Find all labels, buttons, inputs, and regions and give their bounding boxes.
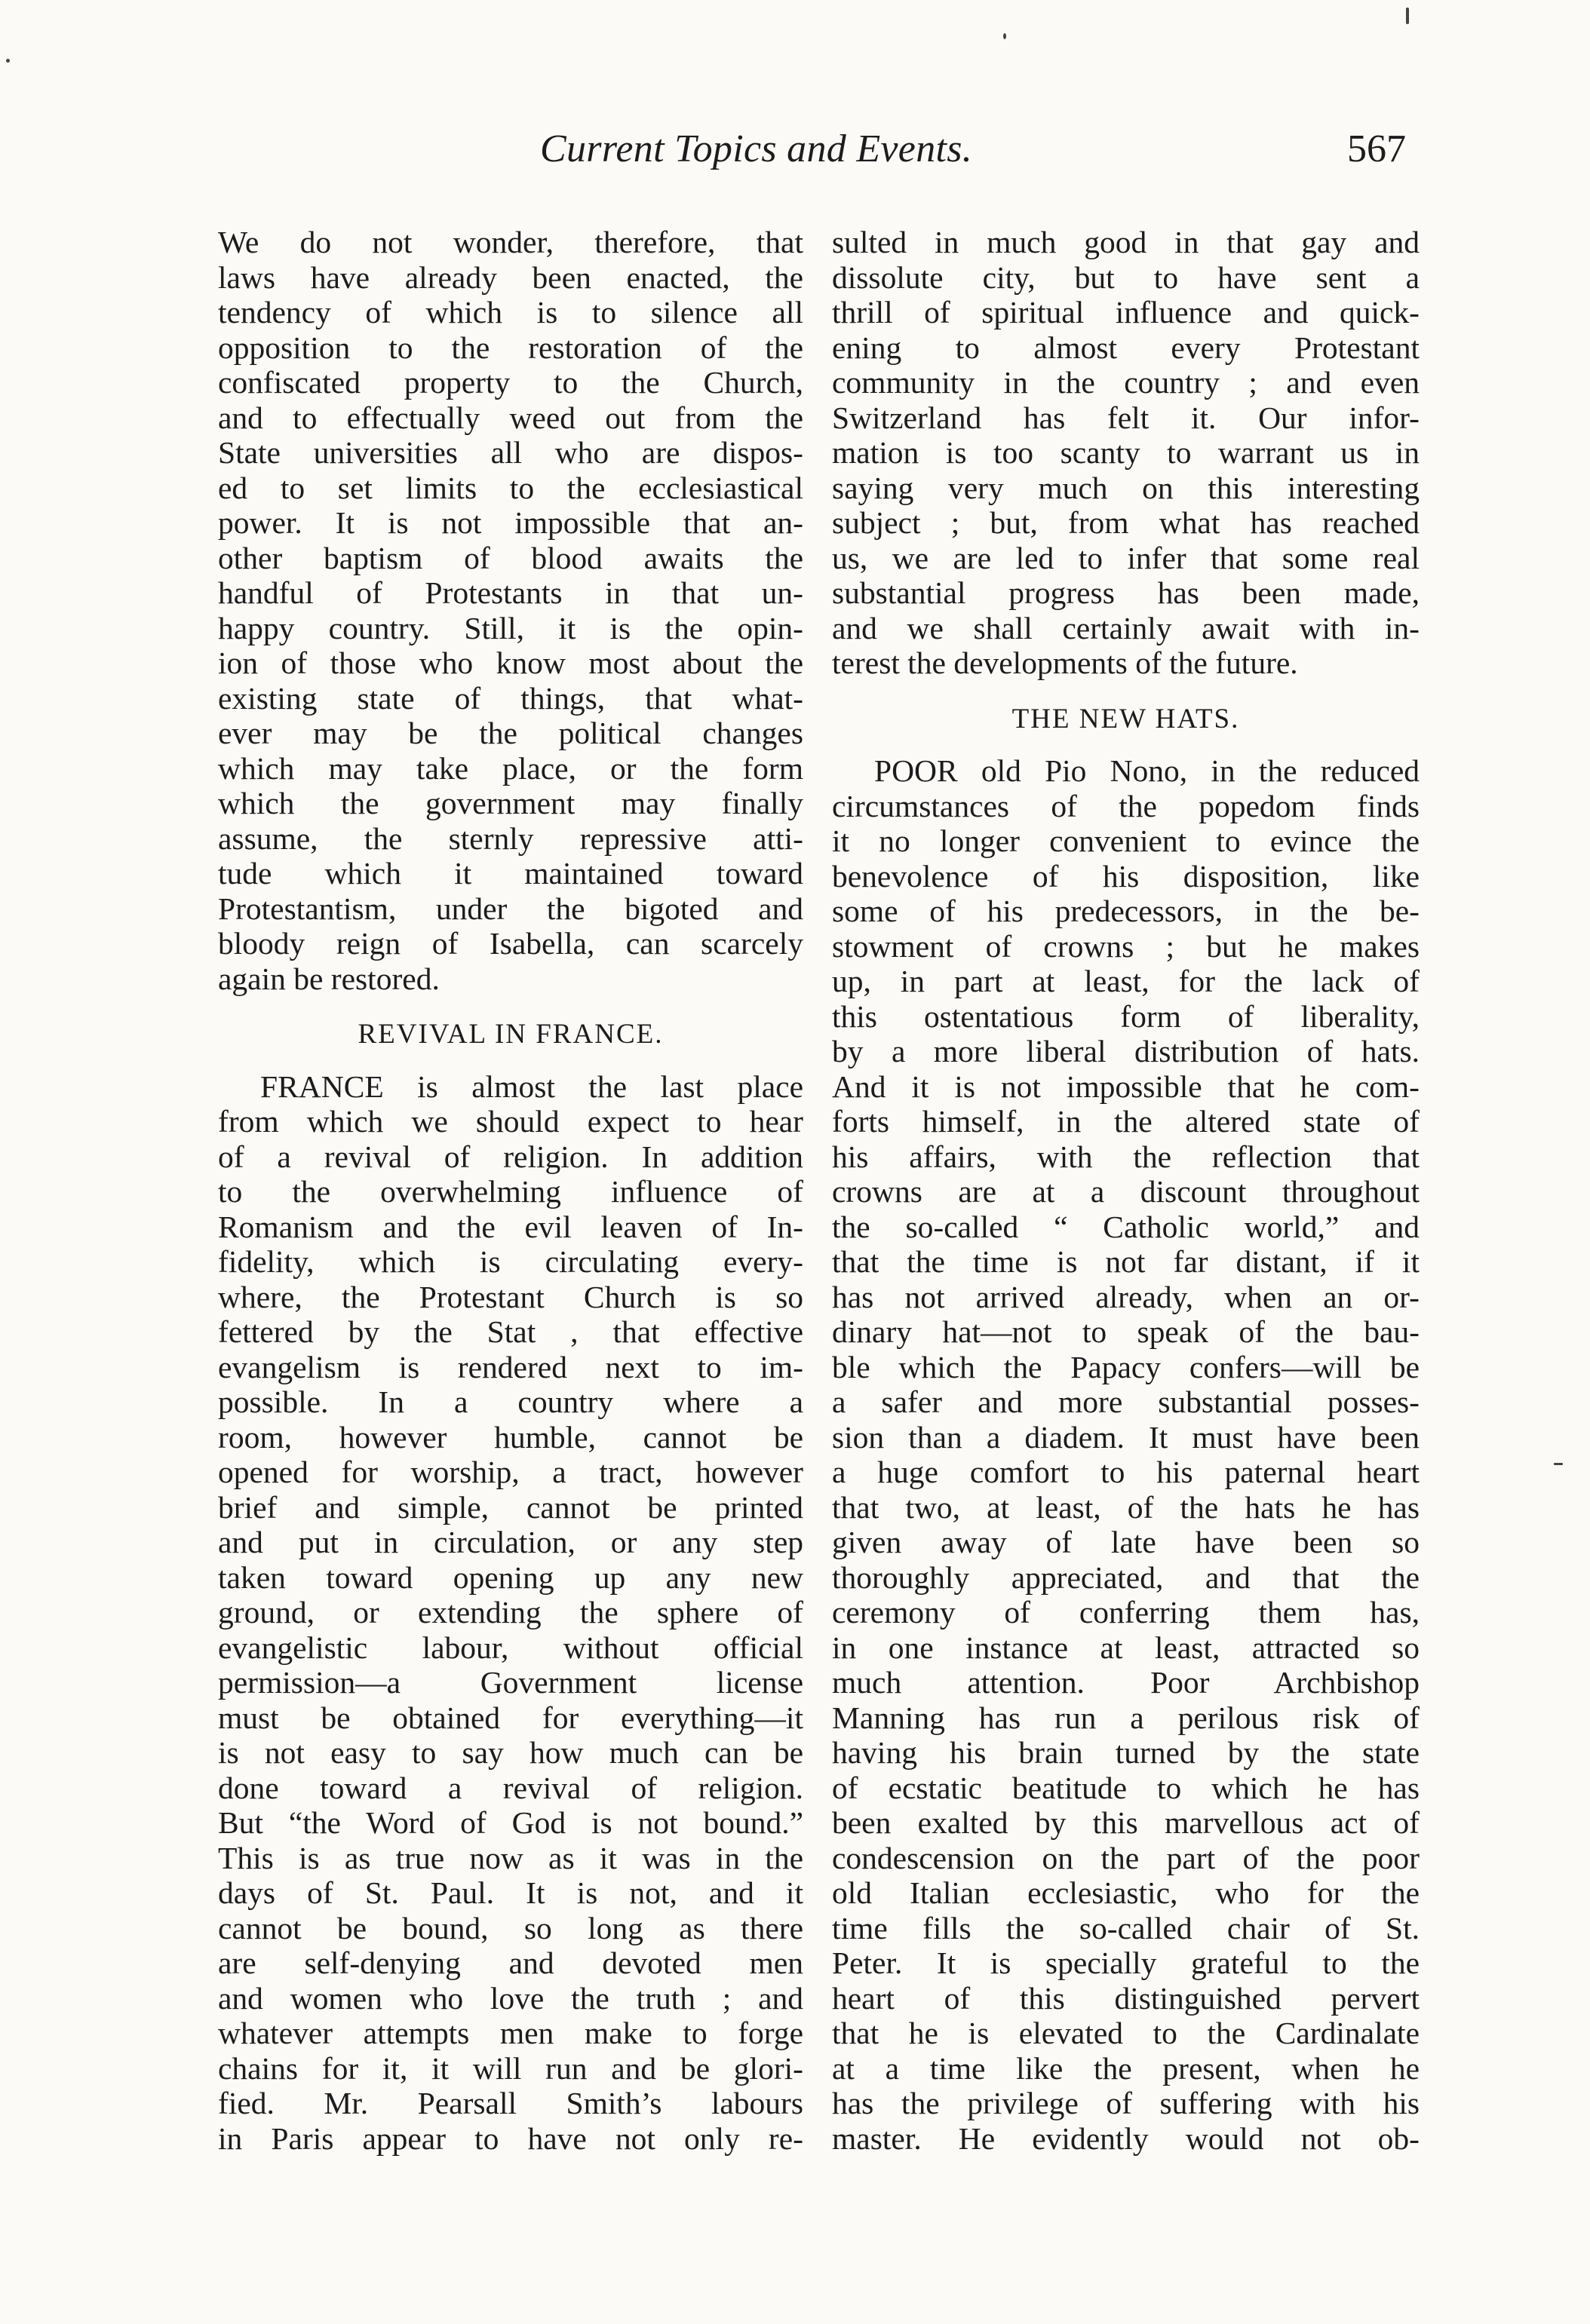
text-line: in Paris appear to have not only re- — [218, 2120, 803, 2156]
text-line: possible. In a country where a — [218, 1384, 803, 1419]
text-line: permission—a Government license — [218, 1665, 803, 1700]
text-line: his affairs, with the reflection that — [832, 1139, 1420, 1174]
text-line: Manning has run a perilous risk of — [832, 1700, 1420, 1735]
text-line: benevolence of his disposition, like — [832, 858, 1420, 894]
text-line: some of his predecessors, in the be- — [832, 894, 1420, 928]
text-line: But “the Word of God is not bound.” — [218, 1805, 803, 1840]
text-line: thoroughly appreciated, and that the — [832, 1559, 1420, 1595]
text-line: This is as true now as it was in the — [218, 1840, 803, 1875]
section-heading-revival-in-france: REVIVAL IN FRANCE. — [358, 1019, 664, 1050]
text-line: dinary hat—not to speak of the bau- — [832, 1314, 1420, 1349]
text-line: existing state of things, that what- — [218, 680, 803, 716]
text-line: brief and simple, cannot be printed — [218, 1489, 803, 1525]
text-line: having his brain turned by the state — [832, 1735, 1420, 1770]
text-line: FRANCE is almost the last place — [260, 1068, 803, 1104]
text-line: other baptism of blood awaits the — [218, 540, 803, 575]
text-line: stowment of crowns ; but he makes — [832, 928, 1420, 964]
text-line: Switzerland has felt it. Our infor- — [832, 400, 1420, 435]
scan-speck — [1003, 33, 1006, 39]
text-line: at a time like the present, when he — [832, 2050, 1420, 2086]
text-line: has not arrived already, when an or- — [832, 1279, 1420, 1314]
text-line: assume, the sternly repressive atti- — [218, 820, 803, 856]
text-line: master. He evidently would not ob- — [832, 2120, 1420, 2156]
text-line: again be restored. — [218, 961, 440, 996]
text-line: days of St. Paul. It is not, and it — [218, 1875, 803, 1910]
text-line: old Italian ecclesiastic, who for the — [832, 1875, 1420, 1910]
text-line: done toward a revival of religion. — [218, 1770, 803, 1805]
text-line: subject ; but, from what has reached — [832, 505, 1420, 540]
text-line: that two, at least, of the hats he has — [832, 1489, 1420, 1525]
text-line: us, we are led to infer that some real — [832, 540, 1420, 575]
text-line: mation is too scanty to warrant us in — [832, 435, 1420, 470]
text-line: tude which it maintained toward — [218, 856, 803, 891]
text-line: ion of those who know most about the — [218, 645, 803, 680]
text-line: saying very much on this interesting — [832, 470, 1420, 505]
left-paragraph-france — [218, 1069, 803, 2157]
text-line: sion than a diadem. It must have been — [832, 1419, 1420, 1455]
text-line: of a revival of religion. In addition — [218, 1139, 803, 1174]
text-line: room, however humble, cannot be — [218, 1419, 803, 1455]
text-line: given away of late have been so — [832, 1525, 1420, 1559]
page-number: 567 — [1347, 127, 1406, 170]
text-line: Protestantism, under the bigoted and — [218, 891, 803, 926]
text-line: terest the developments of the future. — [832, 645, 1298, 680]
text-line: dissolute city, but to have sent a — [832, 259, 1420, 295]
text-line: been exalted by this marvellous act of — [832, 1805, 1420, 1840]
scan-speck — [6, 59, 10, 63]
text-line: must be obtained for everything—it — [218, 1700, 803, 1735]
text-line: from which we should expect to hear — [218, 1104, 803, 1139]
text-line: handful of Protestants in that un- — [218, 575, 803, 610]
text-line: condescension on the part of the poor — [832, 1840, 1420, 1875]
scan-speck — [1554, 1463, 1563, 1465]
text-line: ceremony of conferring them has, — [832, 1595, 1420, 1630]
text-line: which the government may finally — [218, 786, 803, 820]
text-line: fied. Mr. Pearsall Smith’s labours — [218, 2086, 803, 2120]
text-line: taken toward opening up any new — [218, 1559, 803, 1595]
scan-speck — [1406, 8, 1409, 24]
text-line: evangelism is rendered next to im- — [218, 1349, 803, 1384]
text-line: to the overwhelming influence of — [218, 1174, 803, 1209]
text-line: opened for worship, a tract, however — [218, 1455, 803, 1489]
text-line: where, the Protestant Church is so — [218, 1279, 803, 1314]
text-line: that the time is not far distant, if it — [832, 1244, 1420, 1279]
text-line: is not easy to say how much can be — [218, 1735, 803, 1770]
text-line: and women who love the truth ; and — [218, 1980, 803, 2016]
text-line: fidelity, which is circulating every- — [218, 1244, 803, 1279]
text-line: a safer and more substantial posses- — [832, 1384, 1420, 1419]
text-line: ground, or extending the sphere of — [218, 1595, 803, 1630]
right-column — [832, 225, 1420, 2156]
text-line: up, in part at least, for the lack of — [832, 964, 1420, 998]
text-line: are self-denying and devoted men — [218, 1945, 803, 1980]
text-line: cannot be bound, so long as there — [218, 1910, 803, 1945]
text-line: And it is not impossible that he com- — [832, 1068, 1420, 1104]
text-line: by a more liberal distribution of hats. — [832, 1034, 1420, 1068]
text-line: which may take place, or the form — [218, 750, 803, 786]
text-line: thrill of spiritual influence and quick- — [832, 295, 1420, 330]
text-line: chains for it, it will run and be glori- — [218, 2050, 803, 2086]
text-line: State universities all who are dispos- — [218, 435, 803, 470]
text-line: sulted in much good in that gay and — [832, 225, 1420, 259]
text-line: confiscated property to the Church, — [218, 365, 803, 400]
text-line: laws have already been enacted, the — [218, 259, 803, 295]
text-line: has the privilege of suffering with his — [832, 2086, 1420, 2120]
text-line: and to effectually weed out from the — [218, 400, 803, 435]
right-paragraph-new-hats — [832, 753, 1420, 2156]
text-line: POOR old Pio Nono, in the reduced — [874, 753, 1420, 788]
text-line: Peter. It is specially grateful to the — [832, 1945, 1420, 1980]
left-column — [218, 225, 803, 2156]
text-line: this ostentatious form of liberality, — [832, 998, 1420, 1034]
text-line: a huge comfort to his paternal heart — [832, 1455, 1420, 1489]
text-line: ble which the Papacy confers—will be — [832, 1349, 1420, 1384]
text-line: ening to almost every Protestant — [832, 330, 1420, 365]
text-line: evangelistic labour, without official — [218, 1630, 803, 1665]
right-paragraph-revival-continued — [832, 225, 1420, 681]
text-line: and we shall certainly await with in- — [832, 610, 1420, 645]
text-line: power. It is not impossible that an- — [218, 505, 803, 540]
text-line: We do not wonder, therefore, that — [218, 225, 803, 259]
text-line: forts himself, in the altered state of — [832, 1104, 1420, 1139]
left-paragraph-spain — [218, 225, 803, 996]
text-line: time fills the so-called chair of St. — [832, 1910, 1420, 1945]
text-line: crowns are at a discount throughout — [832, 1174, 1420, 1209]
text-line: ever may be the political changes — [218, 716, 803, 750]
text-line: it no longer convenient to evince the — [832, 823, 1420, 858]
text-line: happy country. Still, it is the opin- — [218, 610, 803, 645]
text-line: ed to set limits to the ecclesiastical — [218, 470, 803, 505]
text-line: circumstances of the popedom finds — [832, 788, 1420, 823]
text-line: of ecstatic beatitude to which he has — [832, 1770, 1420, 1805]
text-line: tendency of which is to silence all — [218, 295, 803, 330]
text-line: opposition to the restoration of the — [218, 330, 803, 365]
text-line: Romanism and the evil leaven of In- — [218, 1209, 803, 1244]
text-line: fettered by the Stat , that effective — [218, 1314, 803, 1349]
text-line: in one instance at least, attracted so — [832, 1630, 1420, 1665]
text-line: whatever attempts men make to forge — [218, 2016, 803, 2050]
text-line: heart of this distinguished pervert — [832, 1980, 1420, 2016]
text-line: substantial progress has been made, — [832, 575, 1420, 610]
running-title: Current Topics and Events. — [540, 127, 973, 170]
text-line: the so-called “ Catholic world,” and — [832, 1209, 1420, 1244]
section-heading-the-new-hats: THE NEW HATS. — [1011, 703, 1240, 734]
text-line: much attention. Poor Archbishop — [832, 1665, 1420, 1700]
text-line: that he is elevated to the Cardinalate — [832, 2016, 1420, 2050]
text-line: bloody reign of Isabella, can scarcely — [218, 926, 803, 961]
text-line: community in the country ; and even — [832, 365, 1420, 400]
text-line: and put in circulation, or any step — [218, 1525, 803, 1559]
